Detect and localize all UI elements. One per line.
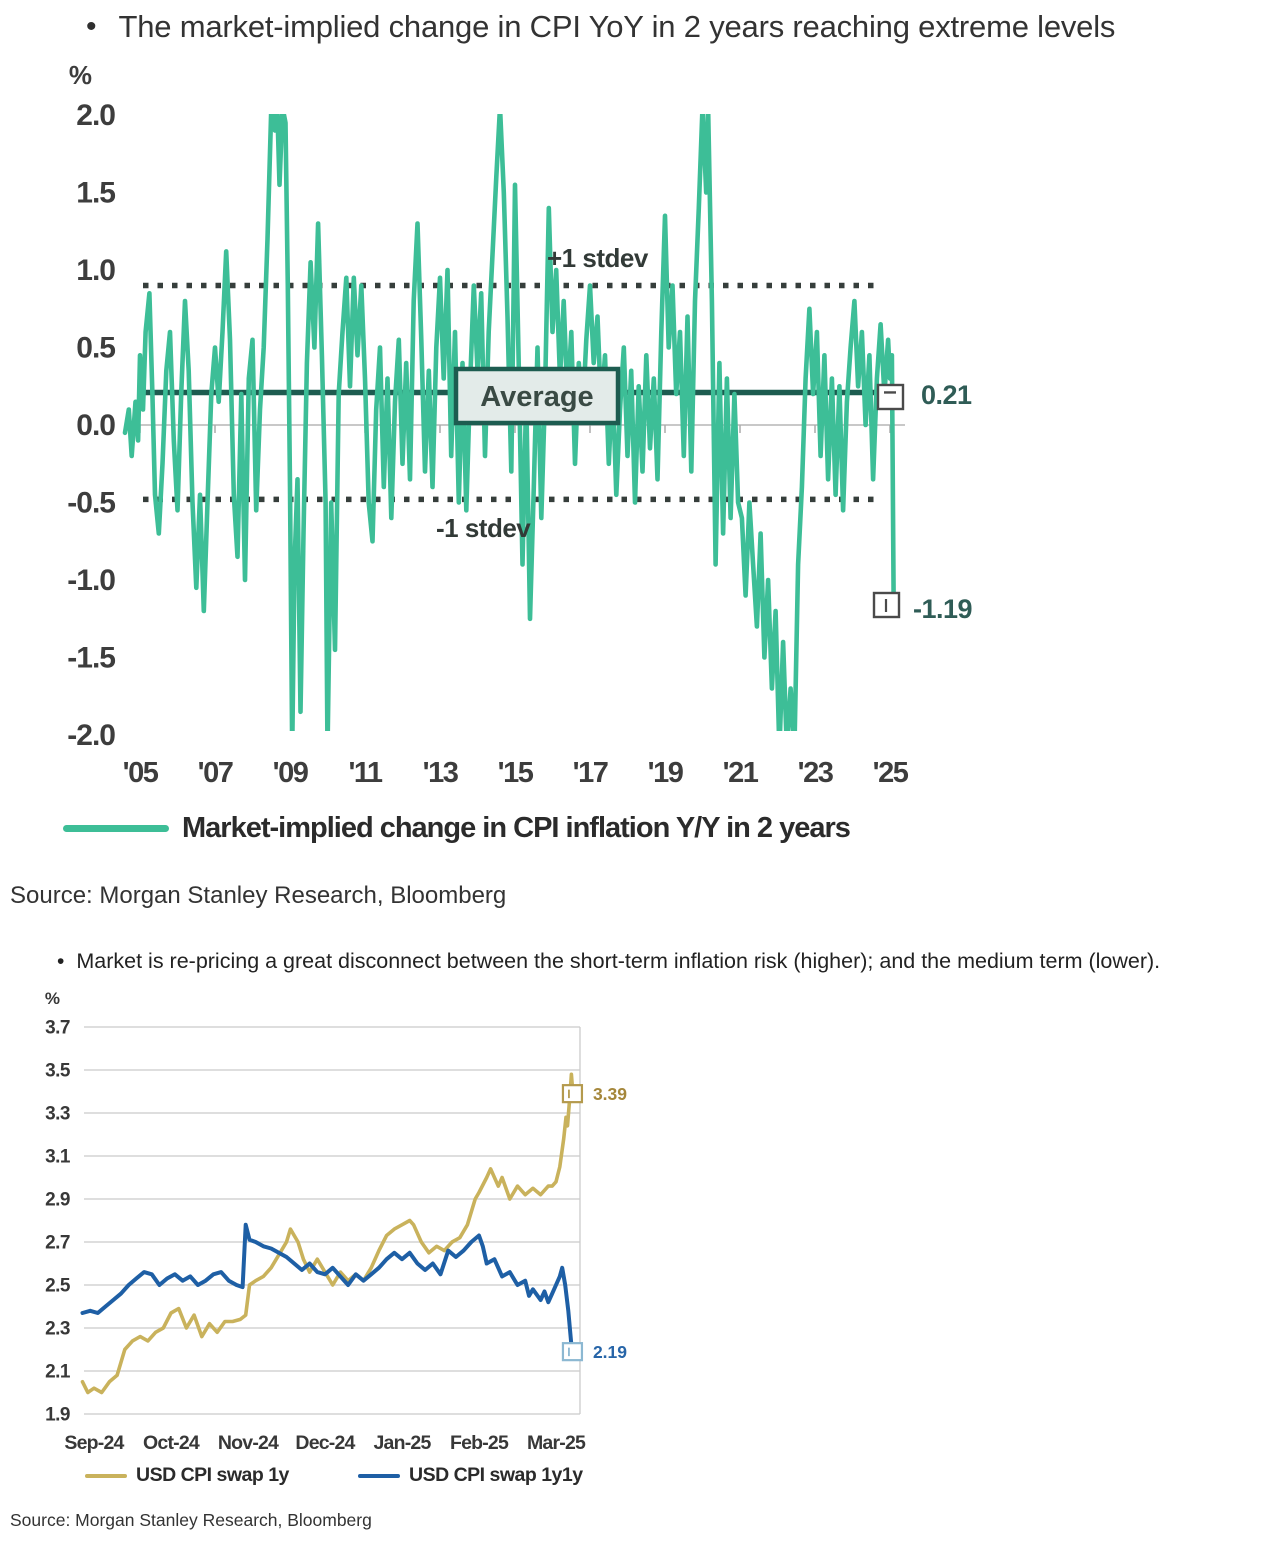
legend-line-swatch-teal (63, 825, 169, 832)
y-tick-label: -1.5 (67, 641, 115, 675)
bullet-icon: • (57, 950, 65, 973)
y-tick-label: -0.5 (67, 486, 115, 520)
y-tick-label: 3.7 (45, 1017, 70, 1039)
y-tick-label: -1.0 (67, 564, 115, 597)
y-tick-label: 2.1 (45, 1361, 70, 1383)
y-tick-label: 3.1 (45, 1146, 70, 1168)
legend-line-swatch-gold (85, 1474, 127, 1478)
x-tick-label: Feb-25 (449, 1432, 509, 1454)
x-tick-label: '17 (572, 757, 608, 789)
last-value-marker (563, 1343, 582, 1360)
y-tick-label: 0.5 (76, 331, 115, 365)
y-tick-label: 0.0 (76, 409, 115, 442)
y-tick-label: 2.3 (45, 1318, 70, 1340)
usd-cpi-swap-chart (45, 989, 627, 1454)
average-label: Average (480, 381, 594, 413)
cpi-2y-change-chart (67, 60, 972, 789)
y-tick-label: -2.0 (67, 719, 115, 752)
legend-line-swatch-blue (358, 1474, 400, 1478)
bullet-icon: • (86, 10, 97, 43)
x-tick-label: Nov-24 (217, 1432, 279, 1454)
series-line-cpi-2y (125, 107, 894, 750)
page-title: The market-implied change in CPI YoY in 2 years reaching extreme levels (118, 9, 1116, 44)
x-tick-label: '19 (647, 757, 683, 789)
bottom-legend-item-1y1y (358, 1464, 583, 1487)
average-value: 0.21 (921, 380, 972, 410)
x-tick-label: '15 (497, 757, 533, 789)
x-tick-label: '05 (122, 757, 158, 789)
legend-label: USD CPI swap 1y1y (409, 1464, 583, 1486)
y-tick-label: 3.3 (45, 1103, 70, 1125)
x-tick-label: Jan-25 (373, 1432, 431, 1454)
last-value: 2.19 (592, 1342, 628, 1363)
y-tick-label: 1.0 (76, 254, 115, 287)
minus1-stdev-label: -1 stdev (436, 513, 531, 543)
y-tick-label: 2.0 (76, 99, 115, 132)
x-tick-label: '23 (797, 757, 833, 789)
subtitle-text: Market is re-pricing a great disconnect between the short-term inflation risk (higher); and the medium term (lower). (76, 949, 1161, 973)
x-tick-label: '25 (872, 757, 908, 789)
y-axis-unit: % (68, 60, 92, 90)
x-tick-label: '21 (722, 757, 758, 789)
legend-label: USD CPI swap 1y (136, 1464, 289, 1486)
x-tick-label: Mar-25 (526, 1432, 586, 1454)
y-tick-label: 3.5 (45, 1060, 70, 1082)
x-tick-label: '11 (348, 757, 382, 789)
y-tick-label: 2.7 (45, 1232, 70, 1254)
series-line-cpi-swap-1y (83, 1074, 573, 1392)
legend-label: Market-implied change in CPI inflation Y/Y in 2 years (182, 812, 850, 844)
y-tick-label: 2.5 (45, 1275, 70, 1297)
bottom-legend-item-1y (85, 1464, 289, 1487)
y-tick-label: 2.9 (45, 1189, 70, 1211)
y-tick-label: 1.5 (76, 176, 115, 210)
source-note-top: Source: Morgan Stanley Research, Bloomberg (10, 882, 507, 909)
x-tick-label: '07 (197, 757, 233, 789)
plus1-stdev-label: +1 stdev (547, 243, 648, 273)
top-chart-legend (63, 812, 850, 845)
x-tick-label: Sep-24 (64, 1432, 124, 1454)
x-tick-label: Dec-24 (295, 1432, 355, 1454)
last-value-marker (563, 1085, 582, 1102)
x-tick-label: '09 (272, 757, 308, 789)
x-tick-label: Oct-24 (143, 1432, 199, 1454)
y-tick-label: 1.9 (45, 1404, 70, 1426)
y-axis-unit: % (44, 989, 60, 1008)
last-value: -1.19 (913, 594, 973, 624)
last-value: 3.39 (592, 1084, 628, 1105)
x-tick-label: '13 (422, 757, 458, 789)
subtitle-bullet-row (57, 948, 1272, 975)
source-note-bottom: Source: Morgan Stanley Research, Bloomberg (10, 1510, 372, 1530)
average-end-marker (878, 385, 903, 409)
